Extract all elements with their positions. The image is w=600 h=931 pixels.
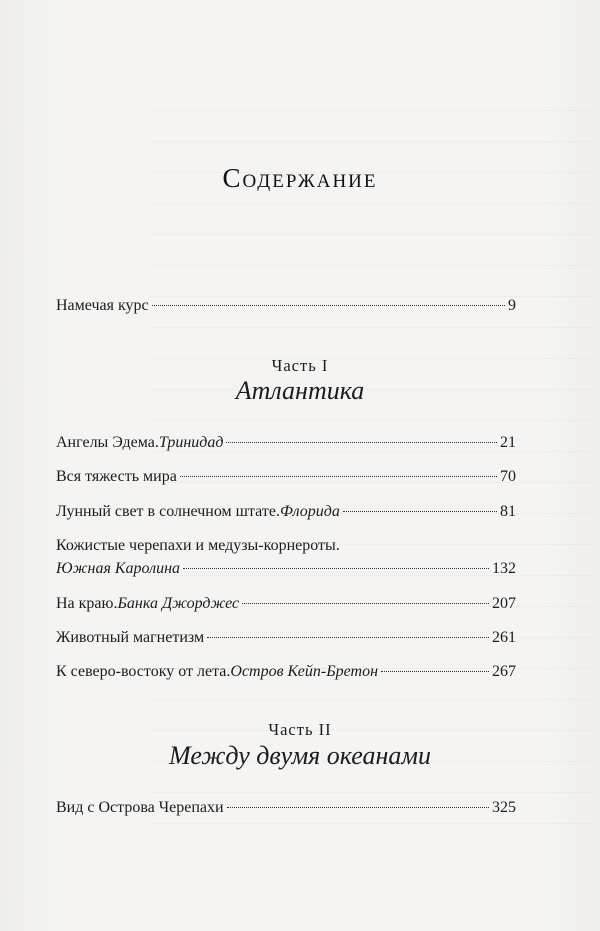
- toc-entry-label: Лунный свет в солнечном штате.: [56, 503, 280, 520]
- toc-page-number: 9: [508, 297, 516, 314]
- toc-entry[interactable]: [56, 662, 516, 682]
- toc-page-number: 81: [500, 503, 516, 520]
- toc-page-number: 261: [492, 629, 516, 646]
- toc-page-number: 132: [492, 560, 516, 577]
- toc-entry[interactable]: [56, 798, 516, 818]
- dot-leader: [183, 568, 489, 569]
- dot-leader: [343, 511, 497, 512]
- toc-entry-label: Ангелы Эдема.: [56, 434, 159, 451]
- toc-entry[interactable]: [56, 594, 516, 614]
- part-title: Между двумя океанами: [169, 741, 431, 770]
- contents-title: Содержание: [222, 163, 378, 193]
- toc-entry[interactable]: [56, 559, 516, 579]
- toc-page-number: 325: [492, 799, 516, 816]
- toc-entry-label: Животный магнетизм: [56, 629, 205, 646]
- toc-entry-first-line[interactable]: Кожистые черепахи и медузы-корнероты.: [56, 537, 340, 554]
- dot-leader: [207, 637, 489, 638]
- toc-entry-intro[interactable]: [56, 296, 516, 316]
- part-title: Атлантика: [235, 376, 365, 405]
- dot-leader: [152, 305, 505, 306]
- toc-entry-place: Остров Кейп-Бретон: [230, 663, 379, 680]
- toc-entry-place: Флорида: [279, 503, 340, 520]
- part-label: Часть II: [268, 720, 332, 739]
- dot-leader: [180, 476, 497, 477]
- toc-entry[interactable]: [56, 433, 516, 453]
- toc-entry-place: Тринидад: [158, 434, 224, 451]
- toc-entry-place: Банка Джорджес: [117, 595, 240, 612]
- dot-leader: [381, 671, 489, 672]
- part-label: Часть I: [271, 356, 329, 375]
- toc-entry-label: К северо-востоку от лета.: [56, 663, 231, 680]
- toc-page-number: 21: [500, 434, 516, 451]
- toc-entry[interactable]: [56, 502, 516, 522]
- toc-entry-label: На краю.: [56, 595, 118, 612]
- dot-leader: [227, 807, 489, 808]
- toc-page-number: 267: [492, 663, 516, 680]
- toc-entry-label: Намечая курс: [56, 297, 149, 314]
- toc-entry[interactable]: [56, 467, 516, 487]
- toc-entry-label: Вид с Острова Черепахи: [56, 799, 224, 816]
- dot-leader: [226, 442, 497, 443]
- toc-page-number: 70: [500, 468, 516, 485]
- toc-entry-place: Южная Каролина: [56, 560, 181, 577]
- dot-leader: [242, 603, 489, 604]
- toc-entry-label: Вся тяжесть мира: [56, 468, 177, 485]
- toc-entry[interactable]: [56, 628, 516, 648]
- toc-page-number: 207: [492, 595, 516, 612]
